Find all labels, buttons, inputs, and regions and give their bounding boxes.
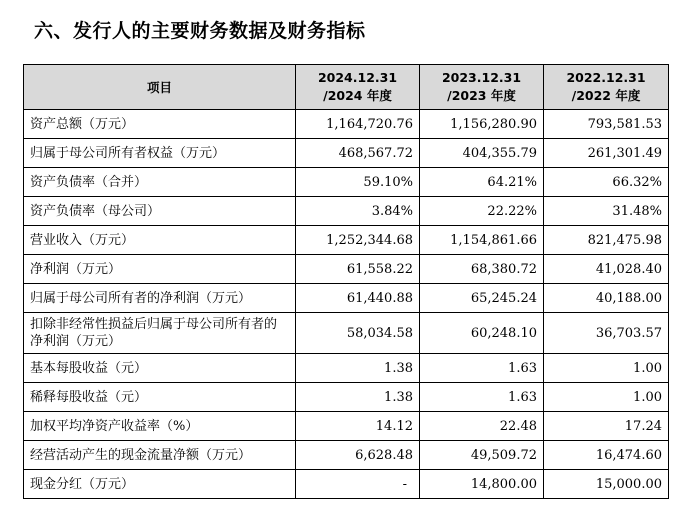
- row-label: 加权平均净资产收益率（%）: [24, 412, 296, 441]
- table-row: [24, 313, 669, 354]
- row-label: 基本每股收益（元）: [24, 354, 296, 383]
- row-label: 经营活动产生的现金流量净额（万元）: [24, 441, 296, 470]
- cell-value: 821,475.98: [544, 226, 669, 255]
- cell-value: 1.38: [296, 383, 420, 412]
- cell-value: 60,248.10: [420, 313, 544, 354]
- row-label: 稀释每股收益（元）: [24, 383, 296, 412]
- row-label: 现金分红（万元）: [24, 470, 296, 499]
- row-label: 净利润（万元）: [24, 255, 296, 284]
- table-row: [24, 354, 669, 383]
- cell-value: 41,028.40: [544, 255, 669, 284]
- cell-value: 1.63: [420, 354, 544, 383]
- cell-value: 58,034.58: [296, 313, 420, 354]
- table-row: [24, 284, 669, 313]
- cell-value: 1,154,861.66: [420, 226, 544, 255]
- table-row: [24, 226, 669, 255]
- cell-value: 1.38: [296, 354, 420, 383]
- table-row: [24, 470, 669, 499]
- table-row: [24, 139, 669, 168]
- header-2023-year: /2023 年度: [447, 88, 516, 103]
- header-2023: [420, 65, 544, 110]
- header-2022-date: 2022.12.31: [566, 70, 646, 85]
- cell-value: 468,567.72: [296, 139, 420, 168]
- table-row: [24, 110, 669, 139]
- header-2022: [544, 65, 669, 110]
- cell-value: 61,558.22: [296, 255, 420, 284]
- cell-value: 16,474.60: [544, 441, 669, 470]
- table-header-row: [24, 65, 669, 110]
- cell-value: 59.10%: [296, 168, 420, 197]
- cell-value: 6,628.48: [296, 441, 420, 470]
- cell-value: 64.21%: [420, 168, 544, 197]
- cell-value: 1,252,344.68: [296, 226, 420, 255]
- header-2022-year: /2022 年度: [571, 88, 641, 103]
- table-row: [24, 383, 669, 412]
- row-label: 归属于母公司所有者权益（万元）: [24, 139, 296, 168]
- header-item: 项目: [24, 65, 296, 110]
- cell-value: 404,355.79: [420, 139, 544, 168]
- cell-value: 65,245.24: [420, 284, 544, 313]
- row-label: 资产总额（万元）: [24, 110, 296, 139]
- header-2024: [296, 65, 420, 110]
- header-2024-date: 2024.12.31: [317, 70, 398, 85]
- section-title: 六、发行人的主要财务数据及财务指标: [34, 20, 366, 42]
- row-label: 资产负债率（母公司）: [24, 197, 296, 226]
- cell-value: 17.24: [544, 412, 669, 441]
- cell-value: 14,800.00: [420, 470, 544, 499]
- cell-value: 793,581.53: [544, 110, 669, 139]
- table-row: [24, 255, 669, 284]
- financial-indicators-table: [23, 64, 669, 499]
- cell-value: 1.00: [544, 383, 669, 412]
- header-2024-year: /2024 年度: [323, 88, 392, 103]
- cell-value: 61,440.88: [296, 284, 420, 313]
- row-label: 归属于母公司所有者的净利润（万元）: [24, 284, 296, 313]
- cell-value: -: [296, 470, 420, 499]
- cell-value: 68,380.72: [420, 255, 544, 284]
- cell-value: 31.48%: [544, 197, 669, 226]
- cell-value: 1.63: [420, 383, 544, 412]
- cell-value: 40,188.00: [544, 284, 669, 313]
- table-row: [24, 197, 669, 226]
- row-label: 资产负债率（合并）: [24, 168, 296, 197]
- cell-value: 49,509.72: [420, 441, 544, 470]
- cell-value: 3.84%: [296, 197, 420, 226]
- table-row: [24, 168, 669, 197]
- cell-value: 1,156,280.90: [420, 110, 544, 139]
- header-2023-date: 2023.12.31: [441, 70, 522, 85]
- cell-value: 66.32%: [544, 168, 669, 197]
- table-row: [24, 412, 669, 441]
- cell-value: 22.48: [420, 412, 544, 441]
- row-label: 扣除非经常性损益后归属于母公司所有者的净利润（万元）: [24, 313, 296, 354]
- cell-value: 14.12: [296, 412, 420, 441]
- cell-value: 36,703.57: [544, 313, 669, 354]
- table-row: [24, 441, 669, 470]
- row-label: 营业收入（万元）: [24, 226, 296, 255]
- cell-value: 15,000.00: [544, 470, 669, 499]
- cell-value: 1.00: [544, 354, 669, 383]
- cell-value: 22.22%: [420, 197, 544, 226]
- cell-value: 261,301.49: [544, 139, 669, 168]
- cell-value: 1,164,720.76: [296, 110, 420, 139]
